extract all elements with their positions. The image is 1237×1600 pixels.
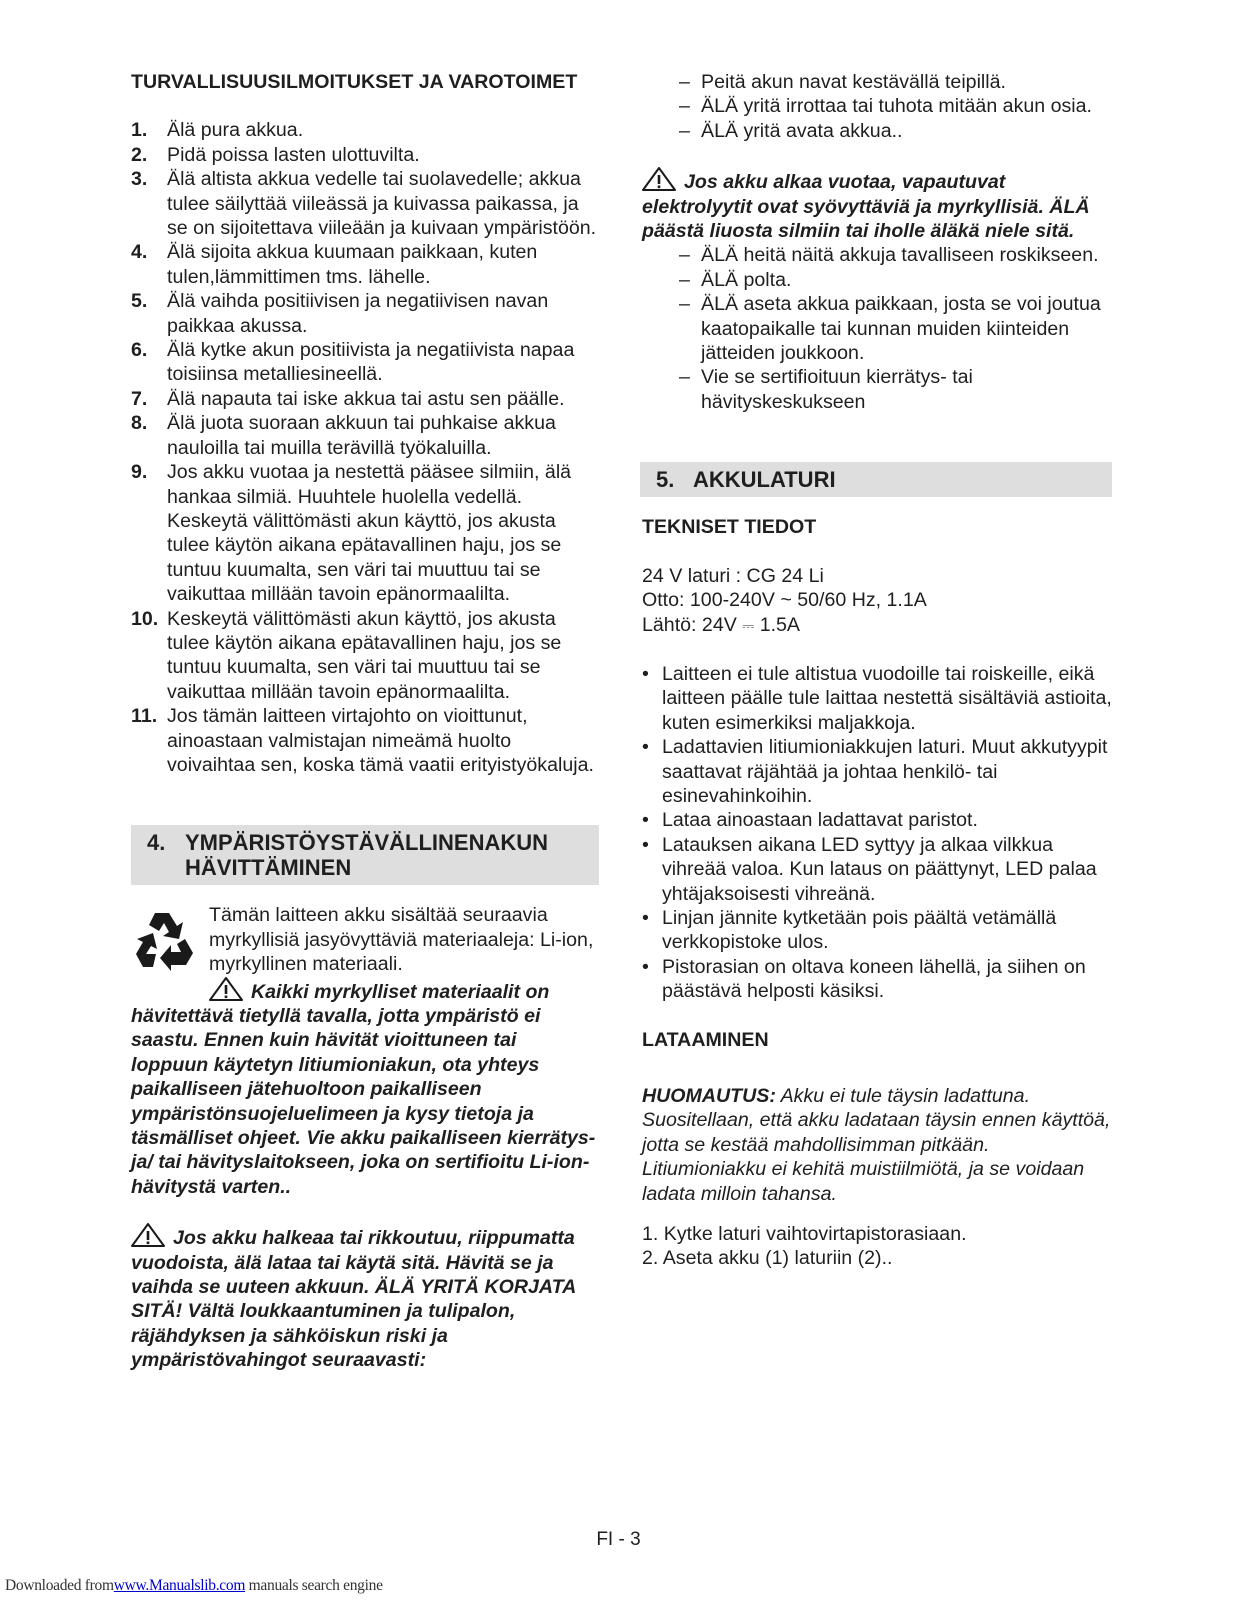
warning-toxic: Kaikki myrkylliset materiaalit on hävitettävä tietyllä tavalla, jotta ympäristö ei saastu. Ennen kuin hävität vioittuneen tai loppuun käytetyn litiumioniakun, ota yhteys paikalliseen jätehuoltoon paikalliseen ympäristönsuojeluelimeen ja kysy tietoja ja täsmälliset ohjeet. Vie akku paikalliseen kierrätys- ja/ tai hävityslaitokseen, joka on sertifioitu Li-ion-hävitystä varten..: [131, 977, 599, 1200]
warning-broken: Jos akku halkeaa tai rikkoutuu, riippumatta vuodoista, älä lataa tai käytä sitä. Hävitä se ja vaihda se uuteen akkuun. ÄLÄ YRITÄ KORJATA SITÄ! Vältä loukkaantuminen ja tulipalon, räjähdyksen ja sähköiskun riski ja ympäristövahingot seuraavasti:: [131, 1223, 599, 1372]
list-item: 2. Pidä poissa lasten ulottuvilta.: [131, 143, 420, 166]
list-item: 7. Älä napauta tai iske akkua tai astu sen päälle.: [131, 387, 565, 410]
list-item: 2. Aseta akku (1) laturiin (2)..: [642, 1247, 893, 1270]
manualslib-link[interactable]: www.Manualslib.com: [113, 1577, 246, 1594]
section-4-heading: [131, 825, 599, 885]
note-label: HUOMAUTUS:: [642, 1085, 776, 1107]
list-item: 10. Keskeytä välittömästi akun käyttö, jos akusta tulee käytön aikana epätavallinen haju, jos se tuntuu kuumalta, sen väri tai muuttuu tai se vaikuttaa millään tavoin epänormaalilta.: [131, 607, 562, 703]
list-item: 6. Älä kytke akun positiivista ja negatiivista napaa toisiinsa metalliesineellä.: [131, 339, 575, 386]
charging-steps: [642, 1222, 1112, 1271]
list-item: 1. Kytke laturi vaihtovirtapistorasiaan.: [642, 1223, 967, 1246]
list-item: • Laitteen ei tule altistua vuodoille tai roiskeille, eikä laitteen päälle tule laittaa nestettä sisältäviä astioita, kuten esimerkiksi maljakkoja.: [642, 662, 1112, 735]
recycle-icon: [133, 909, 197, 971]
section-5-heading: [640, 462, 1112, 497]
warning-icon: [209, 977, 243, 1001]
safety-list: [131, 118, 599, 777]
list-item: • Latauksen aikana LED syttyy ja alkaa vilkkua vihreää valoa. Kun lataus on päättynyt, LED palaa yhtäjaksoisesti vihreänä.: [642, 833, 1112, 906]
list-item: 3. Älä altista akkua vedelle tai suolavedelle; akkua tulee säilyttää viileässä ja kuivassa paikassa, ja se on sijoitettava viileään ja kuivaan ympäristöön.: [131, 168, 597, 240]
tech-heading: TEKNISET TIEDOT: [642, 516, 817, 539]
download-footer: Downloaded fromwww.Manualslib.com manuals search engine: [5, 1577, 383, 1594]
warning-icon: [642, 167, 676, 191]
list-item: 11. Jos tämän laitteen virtajohto on vioittunut, ainoastaan valmistajan nimeämä huolto voivaihtaa sen, koska tämä vaatii erityistyökaluja.: [131, 705, 594, 776]
warning-leak: Jos akku alkaa vuotaa, vapautuvat elektrolyytit ovat syövyttäviä ja myrkyllisiä. ÄLÄ päästä liuosta silmiin tai iholle äläkä niele sitä.: [642, 167, 1112, 243]
safety-heading: TURVALLISUUSILMOITUKSET JA VAROTOIMET: [131, 71, 578, 93]
list-item: – ÄLÄ yritä irrottaa tai tuhota mitään akun osia.: [679, 94, 1112, 118]
list-item: 9. Jos akku vuotaa ja nestettä pääsee silmiin, älä hankaa silmiä. Huuhtele huolella vedellä. Keskeytä välittömästi akun käyttö, jos akusta tulee käytön aikana epätavallinen haju, jos se tuntuu kuumalta, sen väri tai muuttuu tai se vaikuttaa millään tavoin epänormaalilta.: [131, 461, 572, 606]
list-item: – ÄLÄ yritä avata akkua..: [679, 119, 1112, 143]
list-item: 8. Älä juota suoraan akkuun tai puhkaise akkua nauloilla tai muilla terävillä työkaluilla.: [131, 412, 556, 459]
spec-output: Lähtö: 24V ⎓ 1.5A: [642, 613, 800, 636]
dc-symbol-icon: ⎓: [742, 616, 755, 635]
section-number: 4.: [147, 830, 166, 856]
spec-input: Otto: 100-240V ~ 50/60 Hz, 1.1A: [642, 589, 927, 612]
recycle-block: [131, 903, 599, 976]
dash-list-1: [679, 70, 1112, 143]
list-item: – ÄLÄ aseta akkua paikkaan, josta se voi joutua kaatopaikalle tai kunnan muiden kiinteiden jätteiden joukkoon.: [679, 292, 1112, 365]
section-number: 5.: [656, 467, 675, 493]
spec-charger: 24 V laturi : CG 24 Li: [642, 564, 824, 587]
list-item: • Ladattavien litiumioniakkujen laturi. Muut akkutyypit saattavat räjähtää ja johtaa henkilö- tai esinevahinkoihin.: [642, 735, 1112, 808]
section-title: YMPÄRISTÖYSTÄVÄLLINENAKUN HÄVITTÄMINEN: [185, 830, 549, 881]
section-title: AKKULATURI: [693, 467, 836, 493]
warning-icon: [131, 1223, 165, 1247]
list-item: – ÄLÄ polta.: [679, 268, 1112, 292]
charger-bullets: [642, 662, 1112, 1004]
left-column: [131, 70, 599, 1373]
page-number: FI - 3: [596, 1529, 641, 1550]
dash-list-2: [679, 243, 1112, 414]
list-item: – Peitä akun navat kestävällä teipillä.: [679, 70, 1112, 94]
list-item: – Vie se sertifioituun kierrätys- tai hävityskeskukseen: [679, 365, 1112, 414]
list-item: 1. Älä pura akkua.: [131, 119, 304, 142]
recycle-text: Tämän laitteen akku sisältää seuraavia myrkyllisiä jasyövyttäviä materiaaleja: Li-ion, myrkyllinen materiaali.: [209, 904, 594, 976]
list-item: • Linjan jännite kytketään pois päältä vetämällä verkkopistoke ulos.: [642, 906, 1112, 955]
list-item: – ÄLÄ heitä näitä akkuja tavalliseen roskikseen.: [679, 243, 1112, 267]
list-item: • Lataa ainoastaan ladattavat paristot.: [642, 808, 1112, 832]
list-item: 4. Älä sijoita akkua kuumaan paikkaan, kuten tulen,lämmittimen tms. lähelle.: [131, 241, 538, 288]
charging-note: HUOMAUTUS: Akku ei tule täysin ladattuna. Suositellaan, että akku ladataan täysin ennen käyttöä, jotta se kestää mahdollisimman pitkään. Litiumioniakku ei kehitä muistiilmiötä, ja se voidaan ladata milloin tahansa.: [642, 1085, 1111, 1205]
charging-heading: LATAAMINEN: [642, 1028, 769, 1051]
list-item: 5. Älä vaihda positiivisen ja negatiivisen navan paikkaa akussa.: [131, 290, 549, 337]
right-column: [642, 70, 1112, 1271]
list-item: • Pistorasian on oltava koneen lähellä, ja siihen on päästävä helposti käsiksi.: [642, 955, 1112, 1004]
